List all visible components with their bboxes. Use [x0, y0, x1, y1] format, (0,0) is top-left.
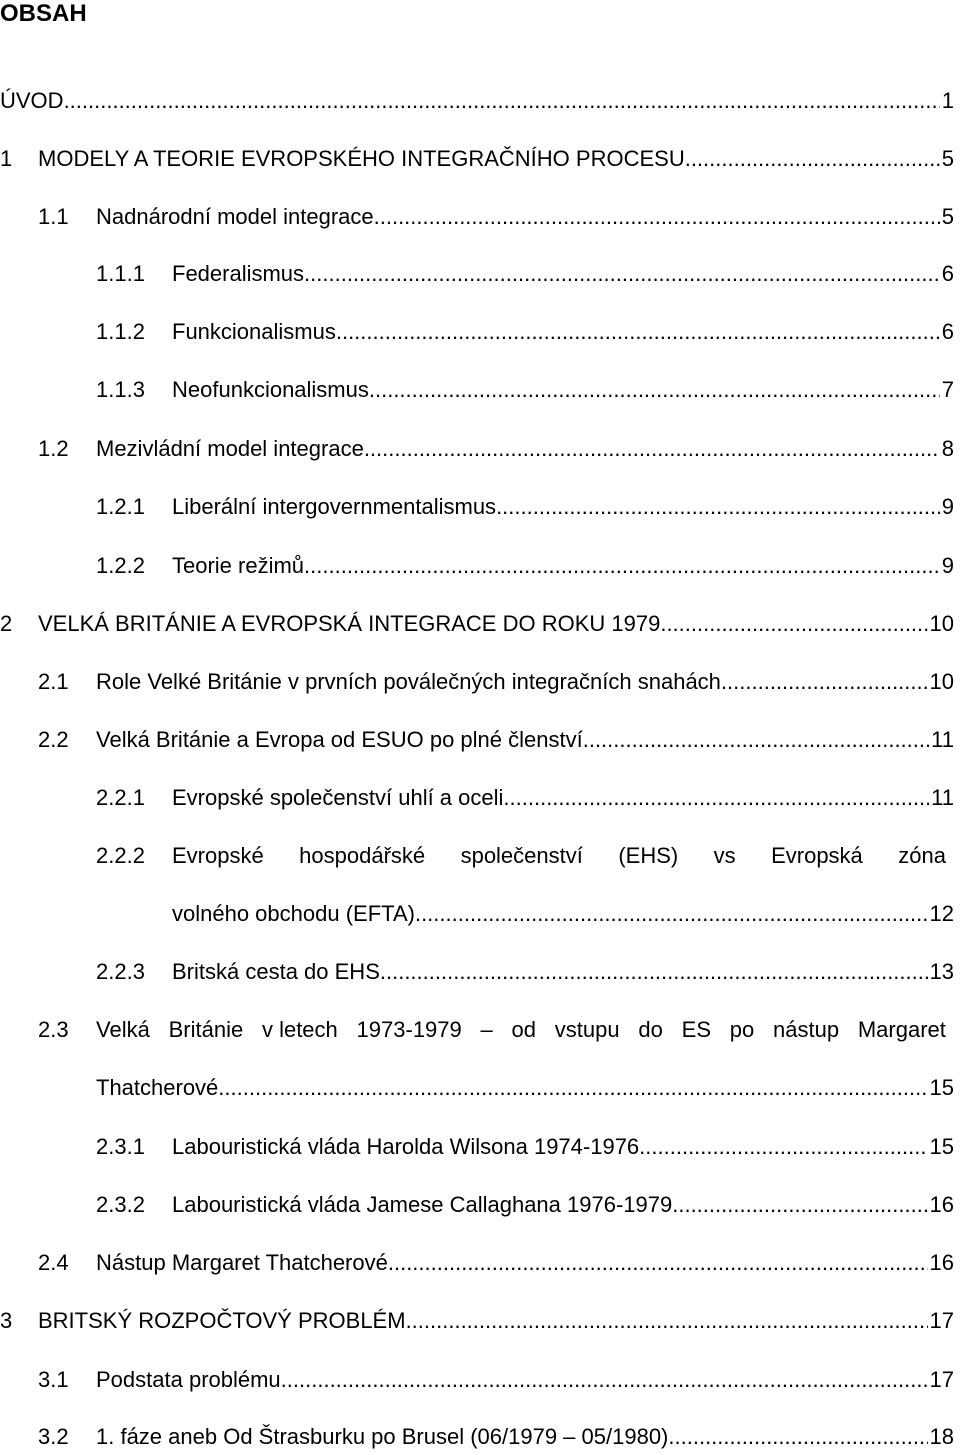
toc-entry-title-word: vstupu	[554, 1017, 620, 1042]
toc-entry[interactable]	[96, 259, 954, 289]
toc-entry-title-word: v letech	[261, 1017, 338, 1042]
toc-entry-number: 1.2	[38, 436, 69, 461]
page-title: OBSAH	[0, 0, 87, 27]
toc-entry-title: ÚVOD	[0, 88, 64, 113]
toc-entry-number: 1.2.2	[96, 553, 145, 578]
toc-entry-page: 1	[941, 88, 954, 113]
toc-entry-title-word: 1973-1979	[356, 1017, 462, 1042]
toc-entry-title: Neofunkcionalismus	[172, 377, 369, 402]
dot-leader	[685, 144, 940, 174]
dot-leader	[64, 86, 940, 116]
toc-entry-title-word: –	[480, 1017, 493, 1042]
toc-entry-page: 9	[941, 553, 954, 578]
toc-entry-title: Funkcionalismus	[172, 319, 336, 344]
dot-leader	[406, 1306, 928, 1336]
dot-leader	[668, 1422, 927, 1452]
dot-leader	[503, 783, 929, 813]
toc-entry-title-word: nástup	[773, 1017, 840, 1042]
toc-entry-page: 10	[929, 611, 954, 636]
toc-entry-number: 2.3.2	[96, 1192, 145, 1217]
toc-entry-title-word: Evropská	[771, 843, 863, 868]
toc-entry-page: 13	[929, 959, 954, 984]
toc-entry[interactable]	[96, 783, 954, 813]
toc-entry-title: Labouristická vláda Jamese Callaghana 1976-1979	[172, 1192, 673, 1217]
toc-entry[interactable]	[96, 551, 954, 581]
toc-entry-title: VELKÁ BRITÁNIE A EVROPSKÁ INTEGRACE DO ROKU 1979	[38, 611, 661, 636]
toc-entry-title-word: od	[511, 1017, 537, 1042]
toc-entry-number: 3	[0, 1308, 13, 1333]
toc-entry-number: 1.1.2	[96, 319, 145, 344]
toc-entry-page: 6	[941, 261, 954, 286]
toc-entry-number: 2.1	[38, 669, 69, 694]
dot-leader	[336, 317, 940, 347]
toc-entry-number: 1.1	[38, 204, 69, 229]
toc-entry-title: Role Velké Británie v prvních poválečných integračních snahách	[96, 669, 721, 694]
toc-entry[interactable]	[38, 725, 954, 755]
toc-entry[interactable]	[96, 317, 954, 347]
toc-entry-title: Podstata problému	[96, 1367, 281, 1392]
toc-entry-title: BRITSKÝ ROZPOČTOVÝ PROBLÉM	[38, 1308, 406, 1333]
dot-leader	[304, 551, 940, 581]
toc-entry-title: Labouristická vláda Harolda Wilsona 1974-1976	[172, 1134, 640, 1159]
toc-entry-number: 1.2.1	[96, 494, 145, 519]
toc-entry-page: 16	[929, 1192, 954, 1217]
dot-leader	[304, 259, 940, 289]
toc-entry-number: 1.1.3	[96, 377, 145, 402]
dot-leader	[218, 1073, 927, 1103]
toc-entry[interactable]	[96, 375, 954, 405]
toc-entry-title-word: do	[638, 1017, 663, 1042]
toc-entry-title: Evropské společenství uhlí a oceli	[172, 785, 504, 810]
toc-entry-title: Teorie režimů	[172, 553, 305, 578]
toc-entry[interactable]	[38, 667, 954, 697]
dot-leader	[496, 492, 940, 522]
toc-entry-title-word: společenství	[460, 843, 583, 868]
toc-entry[interactable]	[0, 609, 954, 639]
toc-entry-title-word: Británie	[168, 1017, 244, 1042]
toc-entry[interactable]	[96, 492, 954, 522]
toc-entry-title-word: hospodářské	[299, 843, 426, 868]
toc-entry-title-word: Evropské	[172, 843, 264, 868]
toc-entry-number: 2.3	[38, 1017, 69, 1042]
toc-entry[interactable]	[0, 144, 954, 174]
toc-entry[interactable]	[38, 202, 954, 232]
toc-entry-page: 6	[941, 319, 954, 344]
dot-leader	[380, 957, 928, 987]
toc-entry[interactable]	[0, 86, 954, 116]
toc-entry-title-word: Margaret	[857, 1017, 946, 1042]
toc-entry-page: 5	[941, 204, 954, 229]
dot-leader	[374, 202, 940, 232]
toc-entry[interactable]	[96, 841, 954, 929]
toc-entry-title: Mezivládní model integrace	[96, 436, 364, 461]
toc-entry-page: 10	[929, 669, 954, 694]
dot-leader	[281, 1365, 928, 1395]
toc-entry-title-line1	[96, 1015, 946, 1045]
toc-entry[interactable]	[96, 1132, 954, 1162]
toc-entry-title-word: ES	[681, 1017, 711, 1042]
toc-entry-title-word: zóna	[898, 843, 946, 868]
toc-entry-title: Nástup Margaret Thatcherové	[96, 1250, 388, 1275]
dot-leader	[660, 609, 927, 639]
toc-entry-page: 17	[929, 1308, 954, 1333]
dot-leader	[672, 1190, 927, 1220]
toc-entry-title: Liberální intergovernmentalismus	[172, 494, 497, 519]
toc-entry-number: 2.2.3	[96, 959, 145, 984]
dot-leader	[639, 1132, 927, 1162]
dot-leader	[721, 667, 928, 697]
toc-entry-title: 1. fáze aneb Od Štrasburku po Brusel (06/1979 – 05/1980)	[96, 1424, 669, 1449]
toc-entry-number: 2.2.1	[96, 785, 145, 810]
toc-entry[interactable]	[38, 1365, 954, 1395]
toc-entry-title-word: po	[729, 1017, 755, 1042]
toc-entry-number: 1	[0, 146, 13, 171]
dot-leader	[583, 725, 929, 755]
toc-entry-title-line2: volného obchodu (EFTA)	[172, 901, 415, 926]
toc-entry-number: 2.2.2	[96, 843, 145, 868]
toc-entry-title-word: vs	[713, 843, 736, 868]
toc-entry-title: Velká Británie a Evropa od ESUO po plné členství	[96, 727, 583, 752]
toc-entry-page: 17	[929, 1367, 954, 1392]
toc-entry-number: 2.3.1	[96, 1134, 145, 1159]
toc-entry[interactable]	[38, 434, 954, 464]
toc-entry-page: 12	[929, 901, 954, 926]
toc-entry-number: 2.4	[38, 1250, 69, 1275]
toc-entry-number: 3.2	[38, 1424, 69, 1449]
toc-entry-number: 2	[0, 611, 13, 636]
toc-entry[interactable]	[38, 1248, 954, 1278]
toc-entry-page: 8	[941, 436, 954, 461]
toc-entry[interactable]	[38, 1015, 954, 1103]
toc-entry-page: 16	[929, 1250, 954, 1275]
toc-entry-page: 18	[929, 1424, 954, 1449]
toc-entry-page: 15	[929, 1134, 954, 1159]
toc-entry-page: 15	[929, 1075, 954, 1100]
dot-leader	[415, 899, 928, 929]
toc-entry[interactable]	[96, 957, 954, 987]
toc-entry-title-line2: Thatcherové	[96, 1075, 219, 1100]
toc-entry-title: Britská cesta do EHS	[172, 959, 380, 984]
toc-entry-number: 1.1.1	[96, 261, 145, 286]
toc-entry-page: 7	[941, 377, 954, 402]
dot-leader	[364, 434, 940, 464]
toc-entry[interactable]	[38, 1422, 954, 1452]
toc-entry-title-line1	[172, 841, 946, 871]
toc-entry-title: MODELY A TEORIE EVROPSKÉHO INTEGRAČNÍHO PROCESU	[38, 146, 685, 171]
toc-entry-page: 5	[941, 146, 954, 171]
dot-leader	[369, 375, 940, 405]
toc-entry-title-word: Velká	[96, 1017, 150, 1042]
toc-entry-title: Federalismus	[172, 261, 305, 286]
toc-entry-page: 9	[941, 494, 954, 519]
toc-entry-number: 3.1	[38, 1367, 69, 1392]
toc-entry[interactable]	[96, 1190, 954, 1220]
toc-entry-page: 11	[931, 727, 954, 752]
toc-entry[interactable]	[0, 1306, 954, 1336]
toc-entry-title-word: (EHS)	[618, 843, 679, 868]
toc-entry-title: Nadnárodní model integrace	[96, 204, 374, 229]
toc-entry-number: 2.2	[38, 727, 69, 752]
toc-entry-page: 11	[931, 785, 954, 810]
dot-leader	[388, 1248, 928, 1278]
